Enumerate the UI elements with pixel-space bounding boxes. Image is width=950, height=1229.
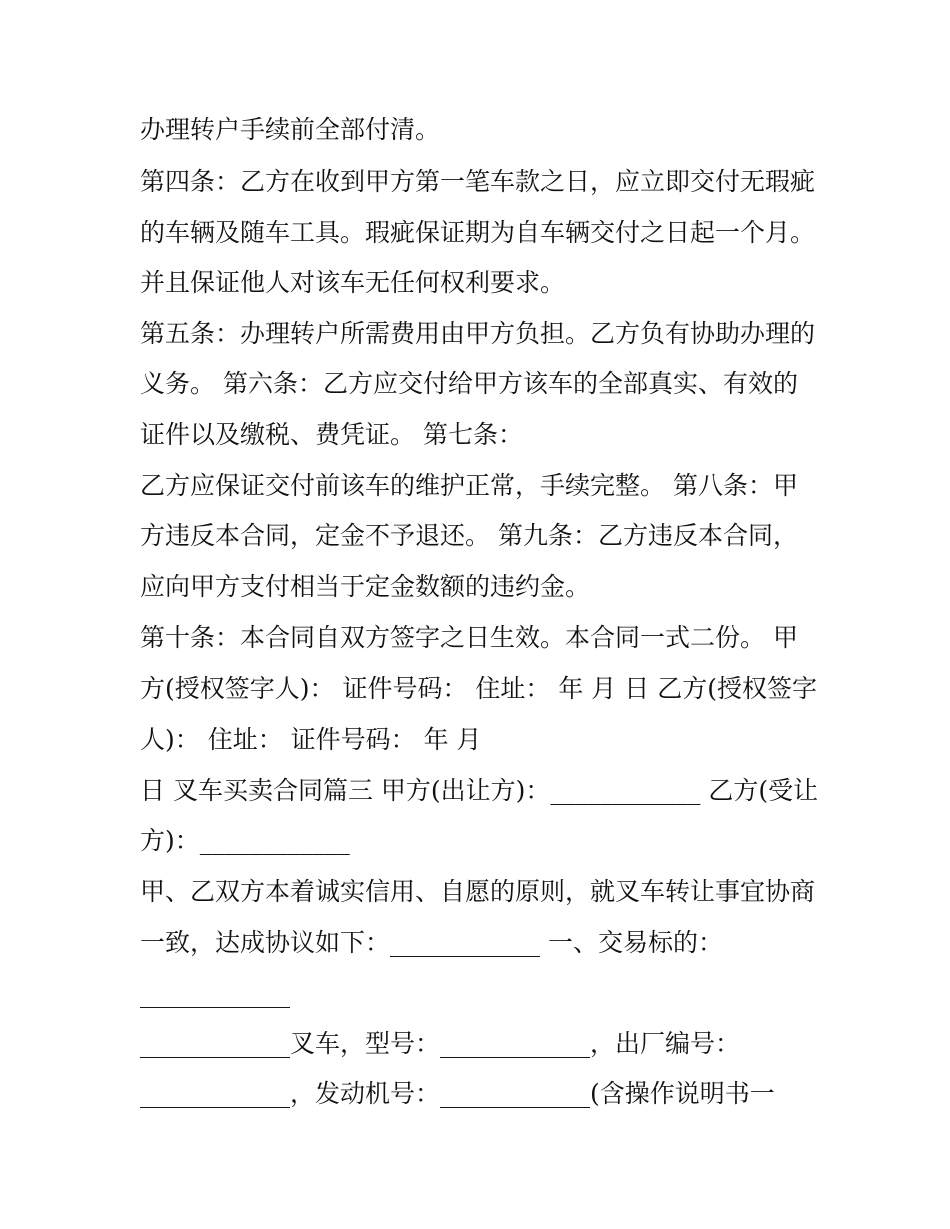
text-line: 方)：____________ <box>140 826 350 855</box>
text-line: ____________叉车，型号：____________，出厂编号： <box>140 1029 741 1058</box>
text-line: 甲、乙双方本着诚实信用、自愿的原则，就叉车转让事宜协商 <box>140 877 816 906</box>
text-line: 第十条：本合同自双方签字之日生效。本合同一式二份。 甲 <box>140 623 798 652</box>
text-line: 的车辆及随车工具。瑕疵保证期为自车辆交付之日起一个月。 <box>140 218 816 247</box>
text-line: ____________，发动机号：____________(含操作说明书一 <box>140 1079 775 1108</box>
text-line: 乙方应保证交付前该车的维护正常，手续完整。 第八条：甲 <box>140 471 798 500</box>
text-line: 方(授权签字人)： 证件号码： 住址： 年 月 日 乙方(授权签字 <box>140 674 817 703</box>
text-line: 第四条：乙方在收到甲方第一笔车款之日，应立即交付无瑕疵 <box>140 167 816 196</box>
text-line: 应向甲方支付相当于定金数额的违约金。 <box>140 572 591 601</box>
text-line: 义务。 第六条：乙方应交付给甲方该车的全部真实、有效的 <box>140 369 798 398</box>
text-line: 人)： 住址： 证件号码： 年 月 <box>140 725 482 754</box>
text-line: 方违反本合同，定金不予退还。 第九条：乙方违反本合同， <box>140 521 798 550</box>
text-line: 办理转户手续前全部付清。 <box>140 115 441 144</box>
text-line: 日 叉车买卖合同篇三 甲方(出让方)：____________ 乙方(受让 <box>140 776 819 805</box>
text-line: 一致，达成协议如下：____________ 一、交易标的： <box>140 928 723 957</box>
text-line: ____________ <box>140 979 290 1008</box>
text-line: 第五条：办理转户所需费用由甲方负担。乙方负有协助办理的 <box>140 319 816 348</box>
text-line: 并且保证他人对该车无任何权利要求。 <box>140 268 566 297</box>
text-line: 证件以及缴税、费凭证。 第七条： <box>140 420 523 449</box>
